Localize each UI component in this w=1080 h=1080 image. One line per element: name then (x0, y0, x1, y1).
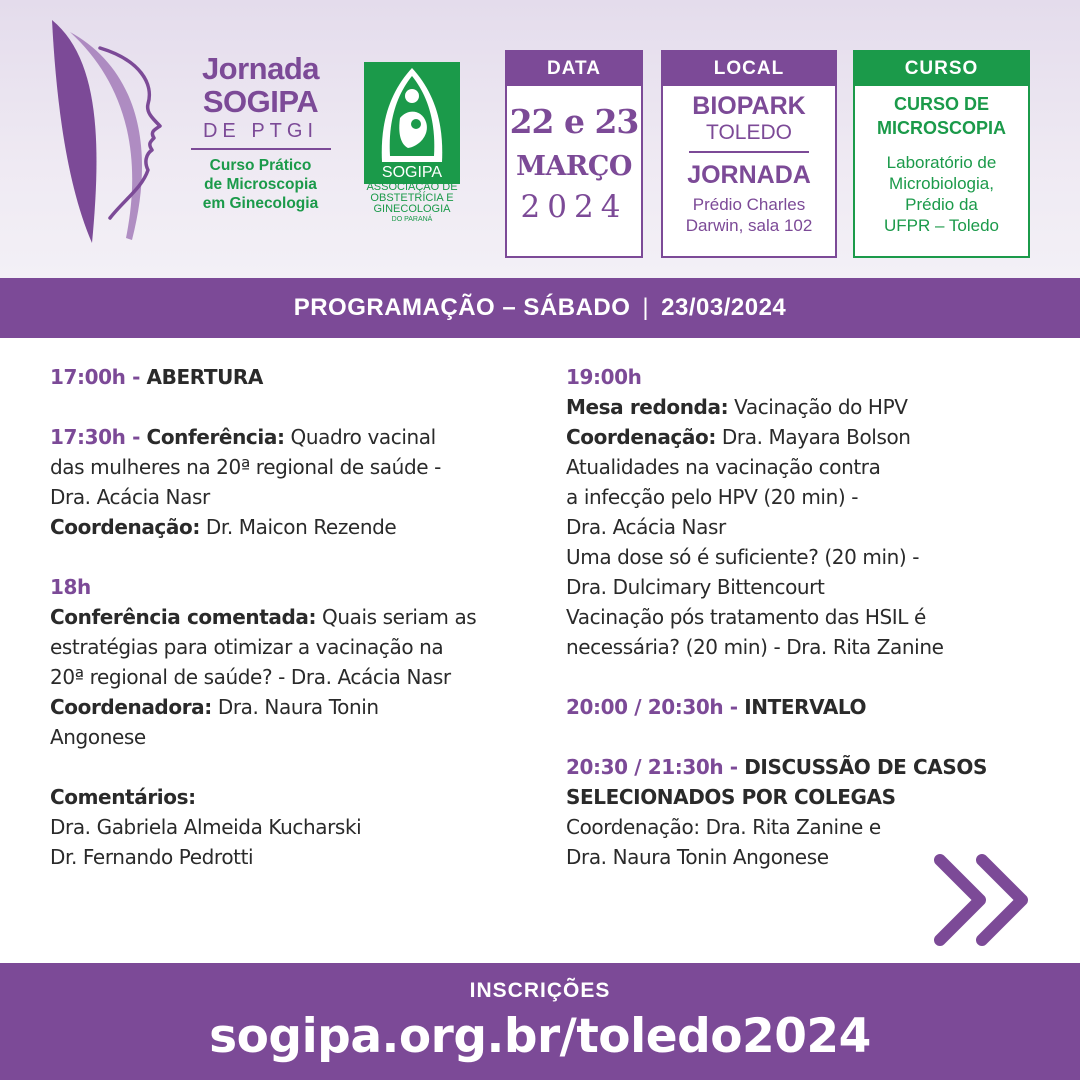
date-box (505, 50, 643, 258)
program-text: Dr. Fernando Pedrotti (50, 845, 254, 869)
program-label: Comentários: (50, 785, 196, 809)
location-divider (689, 151, 809, 153)
program-text: necessária? (20 min) - Dra. Rita Zanine (566, 635, 944, 659)
course-box (853, 50, 1030, 258)
program-text: Vacinação pós tratamento das HSIL é (566, 605, 926, 629)
event-subtitle-line1: Curso Prático (209, 157, 312, 174)
program-text: Vacinação do HPV (728, 395, 908, 419)
course-name-line2: MICROSCOPIA (876, 118, 1006, 138)
date-month: MARÇO (516, 151, 632, 182)
program-label: Coordenação: (566, 425, 716, 449)
program-title: INTERVALO (744, 695, 867, 719)
program-time: 19:00h (566, 365, 642, 389)
program-item-conference (50, 422, 530, 542)
program-text: estratégias para otimizar a vacinação na (50, 635, 444, 659)
program-text: das mulheres na 20ª regional de saúde - (50, 455, 441, 479)
program-text: Quadro vacinal (284, 425, 436, 449)
program-text: Dra. Naura Tonin Angonese (566, 845, 829, 869)
sogipa-logo-name: SOGIPA (381, 164, 443, 181)
program-label: Conferência: (146, 425, 285, 449)
program-time: 20:30 / 21:30h (566, 755, 724, 779)
program-time: 20:00 / 20:30h (566, 695, 724, 719)
program-text: a infecção pelo HPV (20 min) - (566, 485, 859, 509)
course-place-line4: UFPR – Toledo (884, 216, 999, 235)
program-dash: - (125, 425, 147, 449)
program-text: Dra. Gabriela Almeida Kucharski (50, 815, 362, 839)
location-place-line1: Prédio Charles (692, 195, 806, 214)
sogipa-logo-association (360, 182, 464, 224)
event-title-line2: SOGIPA (202, 84, 319, 119)
program-dash: - (125, 365, 147, 389)
location-place-line2: Darwin, sala 102 (685, 216, 813, 235)
sogipa-assoc-line4: DO PARANÁ (391, 216, 433, 223)
date-box-title: DATA (507, 52, 641, 86)
program-item-round-table (566, 362, 1046, 662)
program-text: Dr. Maicon Rezende (199, 515, 397, 539)
footer-registration (0, 963, 1080, 1080)
program-right-column (566, 362, 1046, 902)
program-time: 17:30h (50, 425, 126, 449)
course-box-title: CURSO (855, 52, 1028, 86)
program-item-comments (50, 782, 530, 872)
program-title: PROGRAMAÇÃO – SÁBADO (293, 294, 631, 321)
program-dash: - (723, 695, 745, 719)
sogipa-logo (364, 46, 460, 226)
location-jornada: JORNADA (687, 161, 811, 189)
program-text: Dra. Mayara Bolson (715, 425, 911, 449)
program-title: SELECIONADOS POR COLEGAS (566, 785, 896, 809)
event-title-line3: DE PTGI (202, 120, 318, 142)
program-time: 18h (50, 575, 91, 599)
program-label: Coordenação: (50, 515, 200, 539)
woman-profile-logo-icon (40, 18, 180, 248)
double-chevron-right-icon (930, 852, 1036, 948)
program-title-separator: | (642, 294, 650, 321)
event-title (188, 52, 333, 213)
event-subtitle-line3: em Ginecologia (202, 195, 319, 212)
sogipa-assoc-line1: ASSOCIAÇÃO DE (366, 181, 458, 193)
course-place-line1: Laboratório de (886, 153, 997, 172)
event-subtitle-line2: de Microscopia (204, 176, 317, 193)
program-text: Atualidades na vacinação contra (566, 455, 881, 479)
registration-label: INSCRIÇÕES (469, 979, 611, 1002)
event-title-line1: Jornada (201, 51, 320, 86)
course-name-line1: CURSO DE (893, 94, 989, 114)
program-text: 20ª regional de saúde? - Dra. Acácia Nasr (50, 665, 451, 689)
course-place-line3: Prédio da (905, 195, 978, 214)
date-year: 2024 (520, 189, 628, 225)
registration-url: sogipa.org.br/toledo2024 (209, 1009, 871, 1064)
program-time: 17:00h (50, 365, 126, 389)
program-item-break (566, 692, 1046, 722)
program-text: Quais seriam as (316, 605, 477, 629)
header (0, 0, 1080, 278)
program-text: Dra. Dulcimary Bittencourt (566, 575, 825, 599)
location-box-title: LOCAL (663, 52, 835, 86)
program-label: Conferência comentada: (50, 605, 317, 629)
program-label: Mesa redonda: (566, 395, 729, 419)
program-text: Dra. Acácia Nasr (50, 485, 210, 509)
program-left-column (50, 362, 530, 902)
program-item-opening (50, 362, 530, 392)
event-title-divider (191, 148, 331, 150)
course-place-line2: Microbiologia, (889, 174, 994, 193)
program-title: DISCUSSÃO DE CASOS (744, 755, 987, 779)
program-text: Coordenação: Dra. Rita Zanine e (566, 815, 881, 839)
sogipa-assoc-line3: GINECOLOGIA (373, 203, 451, 215)
sogipa-assoc-line2: OBSTETRÍCIA E (370, 192, 454, 204)
program-date: 23/03/2024 (661, 294, 787, 321)
date-days: 22 e 23 (509, 102, 639, 141)
location-city: TOLEDO (706, 121, 792, 144)
program-title: ABERTURA (146, 365, 263, 389)
program-title-band (0, 278, 1080, 338)
program-item-commented-conference (50, 572, 530, 752)
program-text: Uma dose só é suficiente? (20 min) - (566, 545, 920, 569)
location-park: BIOPARK (692, 92, 806, 120)
program-text: Dra. Naura Tonin (211, 695, 379, 719)
location-box (661, 50, 837, 258)
program-dash: - (723, 755, 745, 779)
program-text: Dra. Acácia Nasr (566, 515, 726, 539)
program-label: Coordenadora: (50, 695, 212, 719)
program-text: Angonese (50, 725, 146, 749)
